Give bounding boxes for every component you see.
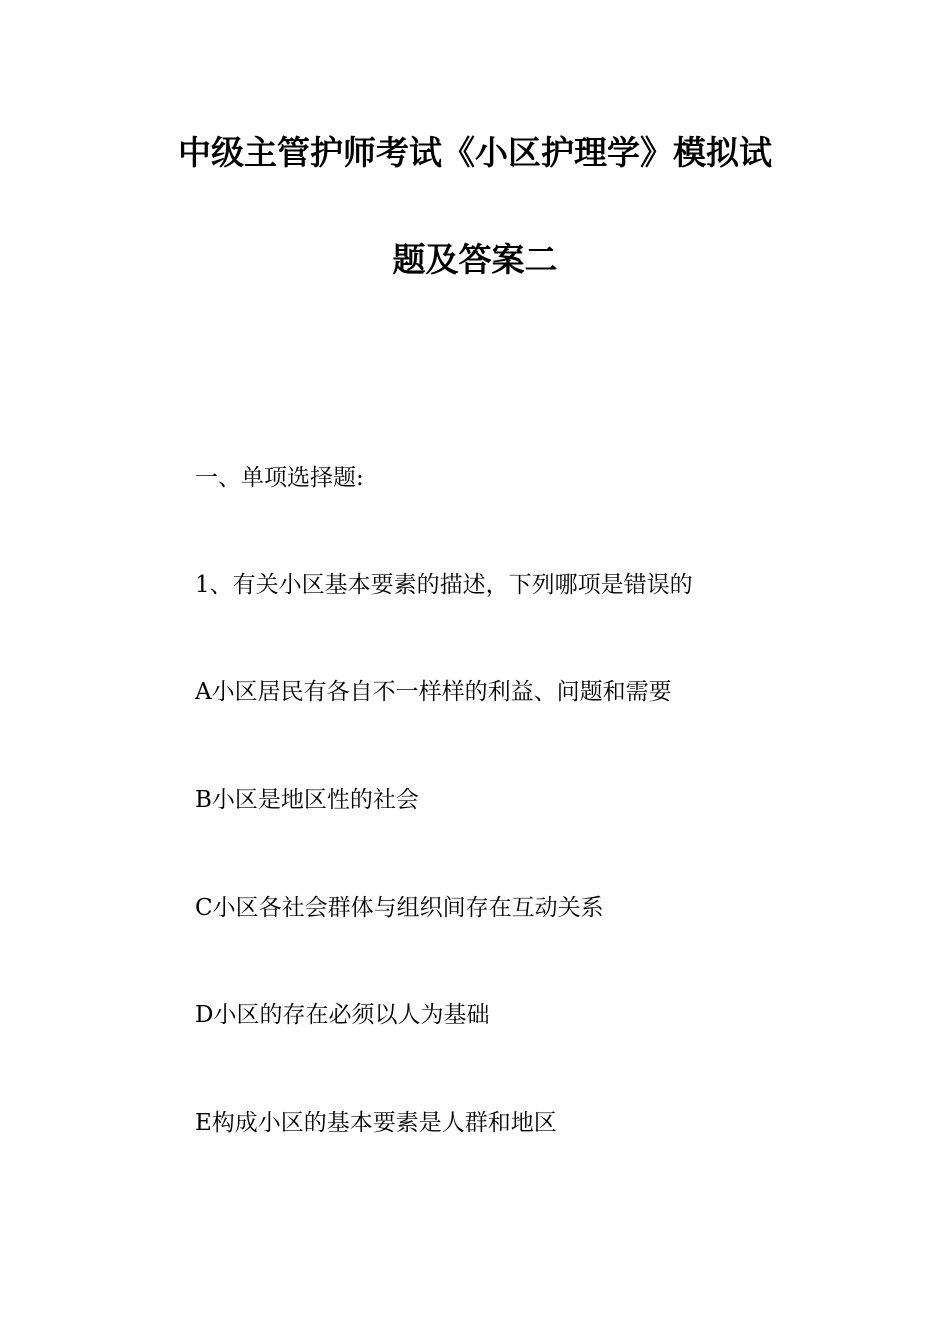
option-b: B小区是地区性的社会 [195,787,419,813]
option-c: C小区各社会群体与组织间存在互动关系 [195,895,604,921]
option-e: E构成小区的基本要素是人群和地区 [195,1110,557,1136]
document-title-line-2: 题及答案二 [392,240,558,279]
option-a: A小区居民有各自不一样样的利益、问题和需要 [195,679,672,705]
question-text: 1、有关小区基本要素的描述，下列哪项是错误的 [195,572,693,598]
option-d: D小区的存在必须以人为基础 [195,1002,490,1028]
section-heading: 一、单项选择题: [195,465,364,491]
document-title-line-1: 中级主管护师考试《小区护理学》模拟试 [178,133,772,172]
